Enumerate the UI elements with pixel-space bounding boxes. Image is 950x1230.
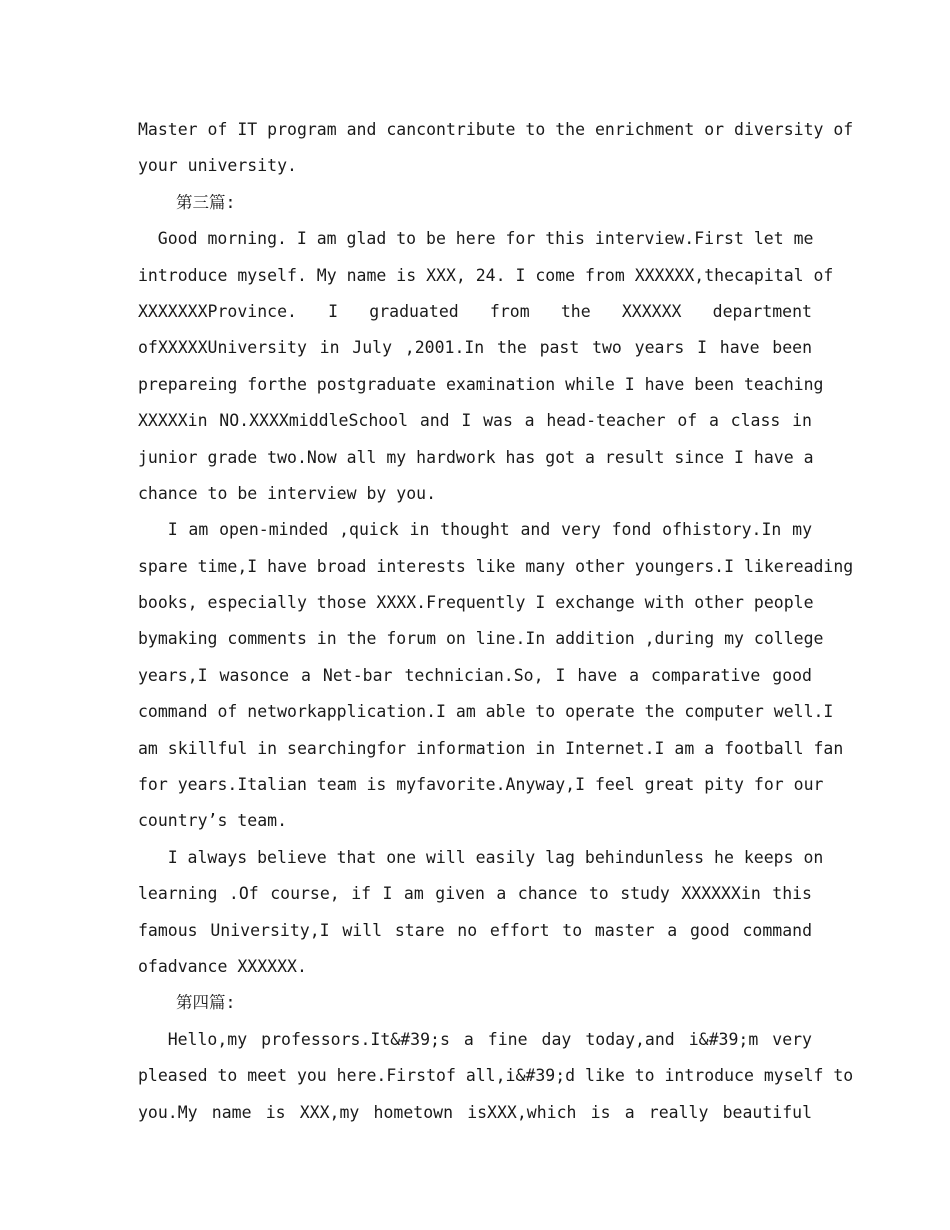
text-line: country’s team.	[138, 811, 288, 831]
text-line: pleased to meet you here.Firstof all,i&#39;d like to introduce myself to	[138, 1066, 854, 1086]
text-line: famous University,I will stare no effort to master a good command	[138, 920, 812, 940]
text-line: ofadvance XXXXXX.	[138, 956, 307, 976]
document-body	[138, 112, 854, 1131]
text-line: introduce myself. My name is XXX, 24. I come from XXXXXX,thecapital of	[138, 265, 834, 285]
section-heading: 第三篇:	[176, 192, 236, 212]
text-line: Good morning. I am glad to be here for this interview.First let me	[157, 229, 814, 249]
text-line: ofXXXXXUniversity in July ,2001.In the past two years I have been	[138, 338, 812, 358]
text-line: for years.Italian team is myfavorite.Anyway,I feel great pity for our	[138, 775, 824, 795]
text-line: chance to be interview by you.	[138, 483, 437, 503]
text-line: XXXXXXXProvince. I graduated from the XXXXXX department	[138, 301, 812, 321]
text-line: your university.	[138, 156, 297, 176]
text-line: learning .Of course, if I am given a chance to study XXXXXXin this	[138, 884, 812, 904]
text-line: I always believe that one will easily lag behindunless he keeps on	[167, 847, 824, 867]
text-line: spare time,I have broad interests like many other youngers.I likereading	[138, 556, 854, 576]
section-heading: 第四篇:	[176, 993, 236, 1013]
text-line: prepareing forthe postgraduate examination while I have been teaching	[138, 374, 824, 394]
text-line: command of networkapplication.I am able to operate the computer well.I	[138, 702, 834, 722]
text-line: bymaking comments in the forum on line.In addition ,during my college	[138, 629, 824, 649]
text-line: books, especially those XXXX.Frequently I exchange with other people	[138, 593, 814, 613]
text-line: years,I wasonce a Net-bar technician.So, I have a comparative good	[138, 665, 812, 685]
text-line: am skillful in searchingfor information in Internet.I am a football fan	[138, 738, 844, 758]
text-line: XXXXXin NO.XXXXmiddleSchool and I was a head-teacher of a class in	[138, 411, 812, 431]
text-line: junior grade two.Now all my hardwork has got a result since I have a	[138, 447, 814, 467]
text-line: I am open-minded ,quick in thought and very fond ofhistory.In my	[167, 520, 812, 540]
text-line: you.My name is XXX,my hometown isXXX,which is a really beautiful	[138, 1102, 812, 1122]
text-line: Hello,my professors.It&#39;s a fine day today,and i&#39;m very	[167, 1029, 812, 1049]
text-line: Master of IT program and cancontribute to the enrichment or diversity of	[138, 120, 854, 139]
